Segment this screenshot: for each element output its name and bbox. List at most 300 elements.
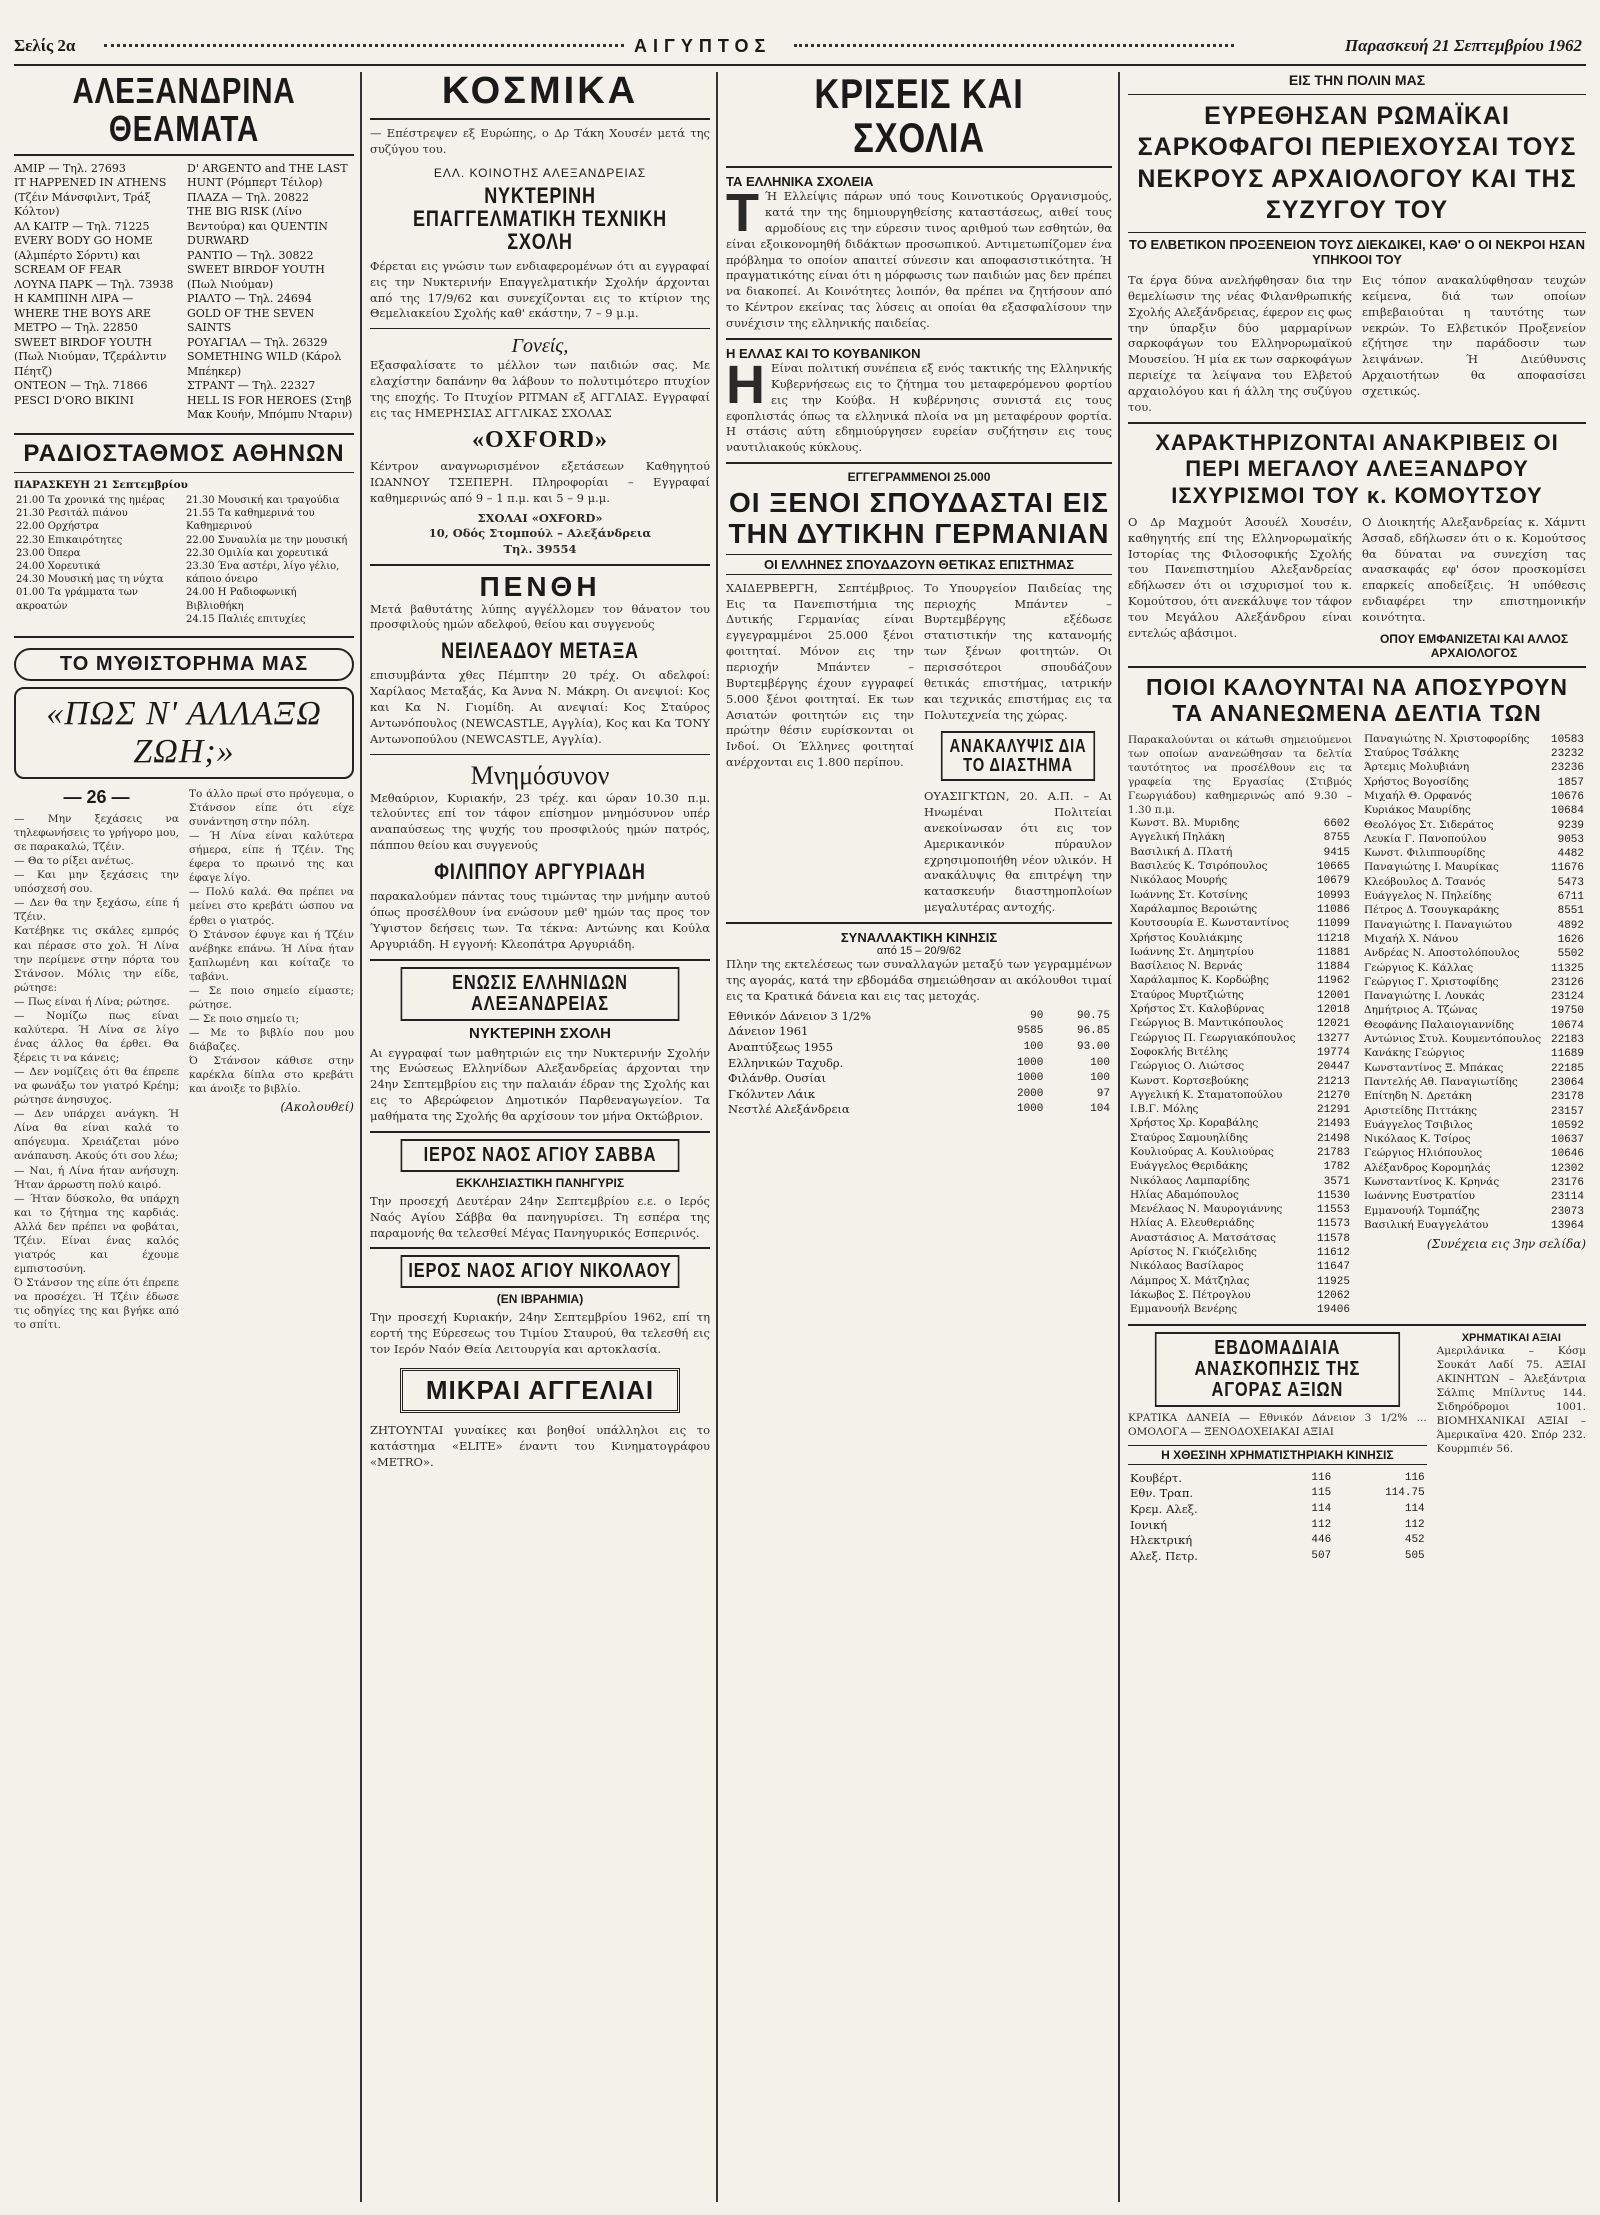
- table-number-cell: 116: [1311, 1471, 1332, 1484]
- novel-continued: (Ακολουθεί): [280, 1100, 354, 1115]
- table-label-cell: Μιχαήλ Θ. Ορφανός: [1364, 789, 1472, 802]
- table-row: [1128, 889, 1352, 903]
- table-row: [1362, 1019, 1586, 1033]
- table-row: [1128, 1060, 1352, 1074]
- table-row: [1362, 1147, 1586, 1161]
- table-label-cell: Μιχαήλ Χ. Νάνου: [1364, 932, 1459, 945]
- column-city: [1128, 72, 1586, 2202]
- table-number-cell: 11530: [1316, 1189, 1350, 1202]
- column-rule: [1118, 72, 1120, 2202]
- alexander-text-2: Ο Διοικητής Αλεξανδρείας κ. Χάμντι Άσσαδ, εδήλωσεν ότι ο κ. Κομούτσος θα δύναται να συνεχίση τας ανασκαφάς εφ' όσον προσκομίσει επαρκείς αποδείξεις. Ή υπόθεσις ενδιαφέρει την επιστημονικήν κοινότητα.: [1362, 514, 1586, 625]
- weekly-review-text: ΚΡΑΤΙΚΑ ΔΑΝΕΙΑ — Εθνικόν Δάνειον 3 1/2% ... ΟΜΟΛΟΓΑ — ΞΕΝΟΔΟΧΕΙΑΚΑΙ ΑΞΙΑΙ: [1128, 1411, 1427, 1438]
- table-label-cell: Νικόλαος Κ. Τσίρος: [1364, 1133, 1471, 1146]
- table-label-cell: Ιωάννης Στ. Δημητρίου: [1130, 945, 1254, 958]
- table-number-cell: 5473: [1557, 876, 1584, 889]
- table-row: [1128, 1175, 1352, 1189]
- id-cards-text: Παρακαλούνται οι κάτωθι σημειούμενοι των οποίων ανανεώθησαν τα δελτία ταυτότητος να προσέλθουν εις τα γραφεία της Εργασίας (Στιβμός Γεωργιάδου) καθημερινώς από 9.30 – 1.30 π.μ.: [1128, 733, 1352, 817]
- table-number-cell: 10665: [1316, 861, 1350, 874]
- market-text: Πλην της εκτελέσεως των συναλλαγών μεταξύ των γεγραμμένων της αγοράς, κατά την εβδομάδα σημειώθησαν αι ακόλουθοι τιμαί εις τα Κρατικά δάνεια και εις τας μετοχάς.: [726, 957, 1112, 1003]
- table-number-cell: 10684: [1550, 805, 1584, 818]
- students-text-2: Το Υπουργείον Παιδείας της περιοχής Μπάντεν – Βυρτεμβέργης εξέδωσε στατιστικήν της κατανομής των ξένων φοιτητών. Οι περισσότεροι σπουδάζουν θετικάς επιστήμας, ιατρικήν και τεχνικάς επιστήμας εις τα Πολυτεχνεία της χώρας.: [924, 580, 1112, 722]
- table-label-cell: Εμμανουήλ Τομπάζης: [1364, 1204, 1480, 1217]
- market-table: [726, 1009, 1112, 1118]
- table-number-cell: 19774: [1316, 1046, 1350, 1059]
- table-row: [1362, 790, 1586, 804]
- table-label-cell: Δημήτριος Α. Τζώνας: [1364, 1004, 1478, 1017]
- table-row: [1362, 1090, 1586, 1104]
- column-rule: [716, 72, 718, 2202]
- table-row: [726, 1071, 1112, 1087]
- table-label-cell: Γεώργιος Π. Γεωργιακόπουλος: [1130, 1031, 1296, 1044]
- table-label-cell: Κουβέρτ.: [1130, 1470, 1182, 1485]
- table-number-cell: 21291: [1316, 1104, 1350, 1117]
- table-row: [1128, 1089, 1352, 1103]
- table-number-cell: 1000: [1016, 1103, 1044, 1116]
- table-row: [726, 1056, 1112, 1072]
- table-label-cell: Δάνειον 1961: [728, 1024, 809, 1039]
- table-row: [1128, 974, 1352, 988]
- table-label-cell: Ελληνικών Ταχυδρ.: [728, 1055, 844, 1070]
- table-number-cell: 4482: [1557, 848, 1584, 861]
- table-label-cell: Παντελής Αθ. Παναγιωτίδης: [1364, 1075, 1518, 1088]
- table-row: [1128, 1032, 1352, 1046]
- table-label-cell: Εθν. Τραπ.: [1130, 1486, 1194, 1501]
- radio-program: 01.00 Τα γράμματα των ακροατών: [16, 587, 138, 612]
- church-2-text: Την προσεχή Κυριακήν, 24ην Σεπτεμβρίου 1962, επί τη εορτή της Εύρεσεως του Τιμίου Σταυρού, θα τελεσθή εις τον Ιερόν Ναόν Θεία Λειτουργία και αρτοκλασία.: [370, 1310, 710, 1357]
- table-number-cell: 23236: [1550, 762, 1584, 775]
- table-label-cell: Μενέλαος Ν. Μαυρογιάννης: [1130, 1203, 1283, 1216]
- table-row: [1362, 776, 1586, 790]
- table-number-cell: 114: [1311, 1502, 1332, 1515]
- table-row: [1362, 904, 1586, 918]
- table-row: [726, 1040, 1112, 1056]
- table-number-cell: 100: [1023, 1040, 1044, 1053]
- table-number-cell: 10637: [1550, 1134, 1584, 1147]
- church-1-text: Την προσεχή Δευτέραν 24ην Σεπτεμβρίου ε.ε. ο Ιερός Ναός Αγίου Σάββα θα πανηγυρίσει. Τη εσπέρα της παραμονής θα τελεσθεί Μέγας Πανηγυρικός Εσπερινός.: [370, 1193, 710, 1240]
- table-row: [726, 1102, 1112, 1118]
- schools-text: Ή Ελλείψις πάρων υπό τους Κοινοτικούς Οργανισμούς, κατά την της δημιουργηθείσης καταστάσεως, αιθεί τους αρμοδίους εις την εύρεσιν τινος αριθμού των εσθητών, θα είναι εξοικονομηθή διδάκτων προσωπικού. Αντιμετωπίζομεν ένα πρόβλημα το οποίον απαιτεί σύνεσιν και αποφασιστικότητα. Ή πραγματικότης είναι ότι η μόρφωσις των παιδιών μας δεν πρέπει να διακοπεί. Αι Κοινότητες λοιπόν, θα πρέπει να ζητήσουν από το Κέντρον εκείνας τας λύσεις αι οποίαι θα εξασφαλίσουν την συνέχισιν της ελληνικής παιδείας.: [726, 189, 1112, 331]
- cinema-listing: SWEET BIRDOF YOUTH (Πωλ Νιούμαν): [187, 263, 325, 291]
- weekly-review-title: ΕΒΔΟΜΑΔΙΑΙΑ ΑΝΑΣΚΟΠΗΣΙΣ ΤΗΣ ΑΓΟΡΑΣ ΑΞΙΩΝ: [1155, 1332, 1400, 1407]
- table-row: [1362, 804, 1586, 818]
- masthead-dots-left: [104, 44, 624, 48]
- table-number-cell: 19750: [1550, 1005, 1584, 1018]
- table-number-cell: 1626: [1557, 933, 1584, 946]
- table-number-cell: 12001: [1316, 989, 1350, 1002]
- mourning-text: Μετά βαθυτάτης λύπης αγγέλλομεν τον θάνατον του προσφιλούς ημών αδελφού, θείου και συγγενούς: [370, 601, 710, 632]
- table-row: [1128, 1533, 1427, 1549]
- table-label-cell: Γεώργιος Κ. Κάλλας: [1364, 961, 1474, 974]
- cinema-listing: ΡΙΑΛΤΟ — Τηλ. 24694: [187, 292, 312, 306]
- table-label-cell: Κωνσταντίνος Ξ. Μπάκας: [1364, 1061, 1504, 1074]
- table-label-cell: Κωνστ. Κορτσεβούκης: [1130, 1074, 1249, 1087]
- alexander-headline: ΧΑΡΑΚΤΗΡΙΖΟΝΤΑΙ ΑΝΑΚΡΙΒΕΙΣ ΟΙ ΠΕΡΙ ΜΕΓΑΛΟΥ ΑΛΕΞΑΝΔΡΟΥ ΙΣΧΥΡΙΣΜΟΙ ΤΟΥ κ. ΚΟΜΟΥΤΣΟΥ: [1155, 429, 1559, 508]
- table-row: [1128, 1549, 1427, 1565]
- radio-program: 23.30 Ένα αστέρι, λίγο γέλιο, κάποιο όνειρο: [186, 561, 340, 586]
- table-label-cell: Ηλίας Αδαμόπουλος: [1130, 1188, 1239, 1201]
- table-label-cell: Ηλίας Α. Ελευθεριάδης: [1130, 1217, 1255, 1230]
- table-label-cell: Γκόλντεν Λάικ: [728, 1086, 816, 1101]
- table-number-cell: 11676: [1550, 862, 1584, 875]
- cinema-listing: ΡΑΝΤΙΟ — Τηλ. 30822: [187, 248, 314, 262]
- table-row: [1362, 833, 1586, 847]
- cinema-listing: EVERY BODY GO HOME (Αλμπέρτο Σόρντι) και SCREAM OF FEAR: [14, 234, 153, 277]
- radio-list-right: [184, 494, 354, 626]
- table-number-cell: 1000: [1016, 1072, 1044, 1085]
- city-kicker: ΕΙΣ ΤΗΝ ΠΟΛΙΝ ΜΑΣ: [1288, 72, 1426, 88]
- table-number-cell: 11925: [1316, 1275, 1350, 1288]
- table-number-cell: 12018: [1316, 1004, 1350, 1017]
- church-2-subtitle: (ΕΝ ΙΒΡΑΗΜΙΑ): [496, 1292, 584, 1307]
- names-continued: (Συνέχεια εις 3ην σελίδα): [1426, 1237, 1586, 1252]
- radio-program: 22.00 Ορχήστρα: [16, 521, 99, 533]
- table-label-cell: Πέτρος Δ. Τσουγκαράκης: [1364, 904, 1500, 917]
- exchange-table: [1128, 1471, 1427, 1565]
- radio-program: 24.15 Παλιές επιτυχίες: [186, 613, 306, 625]
- alexander-text-1: Ο Δρ Μαχμούτ Άσουέλ Χουσέιν, καθηγητής επί της Ελληνορωμαϊκής Ιστορίας της Φιλοσοφικής Σχολής του Πανεπιστημίου Αλεξανδρείας εδήλωσεν ότι οι ισχυρισμοί του κ. Κομούτσου, ότι ανεκάλυψε τον τάφον του Μεγάλου Αλεξάνδρου είναι εντελώς αβάσιμοι.: [1128, 514, 1352, 640]
- schools-headline: ΤΑ ΕΛΛΗΝΙΚΑ ΣΧΟΛΕΙΑ: [726, 174, 874, 190]
- table-label-cell: Αρίστος Ν. Γκιόζελιδης: [1130, 1246, 1257, 1259]
- table-row: [1128, 960, 1352, 974]
- table-number-cell: 1782: [1323, 1161, 1350, 1174]
- classifieds-title: ΜΙΚΡΑΙ ΑΓΓΕΛΙΑΙ: [400, 1368, 680, 1413]
- table-label-cell: Εθνικόν Δάνειον 3 1/2%: [728, 1008, 872, 1023]
- table-number-cell: 13964: [1550, 1219, 1584, 1232]
- table-label-cell: Αναστάσιος Α. Ματσάτσας: [1130, 1231, 1277, 1244]
- table-row: [1128, 1518, 1427, 1534]
- novel-kicker: ΤΟ ΜΥΘΙΣΤΟΡΗΜΑ ΜΑΣ: [14, 648, 354, 681]
- table-row: [1362, 1004, 1586, 1018]
- exchange-subtitle: Η ΧΘΕΣΙΝΗ ΧΡΗΜΑΤΙΣΤΗΡΙΑΚΗ ΚΙΝΗΣΙΣ: [1128, 1445, 1427, 1465]
- table-number-cell: 114.75: [1385, 1487, 1425, 1500]
- table-number-cell: 23157: [1550, 1105, 1584, 1118]
- church-1-subtitle: ΕΚΚΛΗΣΙΑΣΤΙΚΗ ΠΑΝΗΓΥΡΙΣ: [455, 1175, 625, 1190]
- table-number-cell: 8755: [1323, 832, 1350, 845]
- table-number-cell: 11884: [1316, 961, 1350, 974]
- table-label-cell: Νικόλαος Βασίλαρος: [1130, 1260, 1244, 1273]
- table-row: [1128, 1203, 1352, 1217]
- table-row: [1362, 733, 1586, 747]
- sarcophagi-headline: ΕΥΡΕΘΗΣΑΝ ΡΩΜΑΪΚΑΙ ΣΑΡΚΟΦΑΓΟΙ ΠΕΡΙΕΧΟΥΣΑΙ ΤΟΥΣ ΝΕΚΡΟΥΣ ΑΡΧΑΙΟΛΟΓΟΥ ΚΑΙ ΤΗΣ ΣΥΖΥΓΟΥ ΤΟΥ: [1137, 102, 1577, 224]
- table-row: [1362, 919, 1586, 933]
- table-number-cell: 11612: [1316, 1247, 1350, 1260]
- table-label-cell: Ι.Β.Γ. Μόλης: [1130, 1103, 1199, 1116]
- table-row: [1362, 947, 1586, 961]
- table-number-cell: 90: [1030, 1009, 1044, 1022]
- table-label-cell: Νικόλαος Λαμπαρίδης: [1130, 1174, 1250, 1187]
- cinema-listings: [14, 162, 354, 423]
- cuba-text: Είναι πολιτική συνέπεια εξ ενός τακτικής της Ελληνικής Κυβερνήσεως εις το ζήτημα του μεταφερόμενου φορτίου εις την Κούβα. Η κυβέρνησις συνιστά εις τους εφοπλιστάς όπως τα ελληνικά πλοία να μη μεταφέρουν φορτία. Η στάσις αύτη εδημιούργησεν ευρείαν συζήτησιν εις τους ναυτιλιακούς κύκλους.: [726, 360, 1112, 455]
- mourning-title: ΠΕΝΘΗ: [479, 571, 601, 603]
- table-label-cell: Χρήστος Χρ. Κοραβάλης: [1130, 1117, 1259, 1130]
- radio-schedule: [14, 494, 354, 626]
- table-label-cell: Κυριάκος Μαυρίδης: [1364, 804, 1471, 817]
- table-row: [1128, 1117, 1352, 1131]
- table-label-cell: Κρεμ. Αλεξ.: [1130, 1501, 1198, 1516]
- table-label-cell: Χαράλαμπος Κ. Κορδώβης: [1130, 974, 1269, 987]
- oxford-address: ΣΧΟΛΑΙ «OXFORD» 10, Οδός Στομπούλ – Αλεξάνδρεια Τηλ. 39554: [428, 510, 652, 557]
- table-number-cell: 97: [1096, 1087, 1110, 1100]
- masthead: [14, 8, 1586, 66]
- novel-text-part-2: Το άλλο πρωί στο πρόγευμα, ο Στάνσον είπε ότι είχε συνάντηση στην πόλη. — Ή Λίνα είναι καλύτερα σήμερα, είπε ή Τζέιν. Της έφερα το πρωινό της και έφαγε λίγο. — Πολύ καλά. Θα πρέπει να μείνει στο κρεβάτι ώσπου να έρθει ο γιατρός. Ό Στάνσον έφυγε και ή Τζέιν ανέβηκε επάνω. Ή Λίνα ήταν ξαπλωμένη και κοίταζε το ταβάνι. — Σε ποιο σημείο είμαστε; ρώτησε. — Σε ποιο σημείο τι; — Με το βιβλίο που μου διάβαζες. Ό Στάνσον κάθισε στην καρέκλα δίπλα στο κρεβάτι και άνοιξε το βιβλίο.: [189, 787, 354, 1096]
- radio-program: 21.30 Μουσική και τραγούδια: [186, 495, 340, 507]
- table-label-cell: Αλεξ. Πετρ.: [1130, 1548, 1198, 1563]
- table-number-cell: 11573: [1316, 1218, 1350, 1231]
- cinema-listing: SWEET BIRDOF YOUTH (Πωλ Νιούμαν, Τζεράλντιν Πέητζ): [14, 335, 167, 378]
- table-label-cell: Χαράλαμπος Βεροιώτης: [1130, 902, 1258, 915]
- table-row: [1362, 1062, 1586, 1076]
- table-number-cell: 23124: [1550, 991, 1584, 1004]
- table-row: [1128, 1275, 1352, 1289]
- table-row: [1362, 933, 1586, 947]
- oxford-brand: «OXFORD»: [472, 426, 608, 453]
- table-number-cell: 13277: [1316, 1032, 1350, 1045]
- cinema-list-left: [14, 162, 181, 423]
- memorial-title: Μνημόσυνον: [470, 760, 610, 790]
- table-label-cell: Ευάγγελος Θεριδάκης: [1130, 1160, 1248, 1173]
- union-title: ΕΝΩΣΙΣ ΕΛΛΗΝΙΔΩΝ ΑΛΕΞΑΝΔΡΕΙΑΣ: [401, 967, 680, 1021]
- table-label-cell: Βασιλεύς Κ. Τσιρόπουλος: [1130, 860, 1268, 873]
- table-label-cell: Παναγιώτης Ι. Λουκάς: [1364, 990, 1485, 1003]
- radio-section-title: ΡΑΔΙΟΣΤΑΘΜΟΣ ΑΘΗΝΩΝ: [23, 439, 345, 467]
- table-row: [1128, 1502, 1427, 1518]
- cuba-headline: Η ΕΛΛΑΣ ΚΑΙ ΤΟ ΚΟΥΒΑΝΙΚΟΝ: [726, 345, 921, 361]
- sarcophagi-text-2: Εις τόπον ανακαλύφθησαν τευχών κείμενα, διά των οποίων επιβεβαιούται η ταυτότης των νεκρών. Το Ελβετικόν Προξενείον εζήτησε την παράδοσιν των λειψάνων. Ή Διεύθυνσις Αρχαιοτήτων θα αποφασίσει σχετικώς.: [1362, 273, 1586, 399]
- radio-program: 22.30 Ομιλία και χορευτικά: [186, 547, 329, 559]
- cinema-listing: SOMETHING WILD (Κάρολ Μπέηκερ): [187, 350, 342, 378]
- table-row: [1128, 874, 1352, 888]
- radio-program: 23.00 Όπερα: [16, 547, 81, 559]
- oxford-ad-text: Εξασφαλίσατε το μέλλον των παιδιών σας. Με ελαχίστην δαπάνην θα λάβουν το πολυτιμότερο πτυχίον της εποχής. Το Πτυχίον PITMAN εξ ΑΓΓΛΙΑΣ. Εγγραφαί εις τας ΗΜΕΡΗΣΙΑΣ ΑΓΓΛΙΚΑΣ ΣΧΟΛΑΣ: [370, 358, 710, 420]
- students-text-1: ΧΑΙΔΕΡΒΕΡΓΗ, Σεπτέμβριος. Εις τα Πανεπιστήμια της Δυτικής Γερμανίας είναι εγγεγραμμένοι 25.000 ξένοι φοιτηταί. Μόνον εις την περιοχήν Μπάντεν – Βυρτεμβέργης έχουν εγγραφεί 5.000 ξένοι φοιτηταί. Εκ των Ασιατών φοιτητών εις την πρώτην θέσιν ευρίσκονται οι Ινδοί. Οι Έλληνες φοιτηταί ανέρχονται εις 1.800 περίπου.: [726, 580, 914, 770]
- table-row: [1128, 1246, 1352, 1260]
- table-number-cell: 11647: [1316, 1261, 1350, 1274]
- table-number-cell: 116: [1404, 1471, 1425, 1484]
- archaeologist-kicker: ΟΠΟΥ ΕΜΦΑΝΙΖΕΤΑΙ ΚΑΙ ΑΛΛΟΣ ΑΡΧΑΙΟΛΟΓΟΣ: [1379, 631, 1569, 660]
- table-number-cell: 100: [1090, 1056, 1110, 1069]
- table-number-cell: 12021: [1316, 1018, 1350, 1031]
- names-table-left: [1128, 817, 1352, 1317]
- table-number-cell: 8551: [1557, 905, 1584, 918]
- column-rule: [360, 72, 362, 2202]
- table-number-cell: 115: [1311, 1487, 1332, 1500]
- radio-program: 24.30 Μουσική μας τη νύχτα: [16, 574, 164, 586]
- table-label-cell: Βασιλική Ευαγγελάτου: [1364, 1218, 1489, 1231]
- table-row: [1128, 903, 1352, 917]
- cinema-listing: THE BIG RISK (Λίνο Βεντούρα) και QUENTIN DURWARD: [187, 205, 328, 248]
- novel-text-part-1: — Μην ξεχάσεις να τηλεφωνήσεις το γρήγορο μου, σε παρακαλώ, Τζέιν. — Θα το ρίξει ανέτως. — Και μην ξεχάσεις την υπόσχεσή σου. — Δεν θα την ξεχάσω, είπε ή Τζέιν. Κατέβηκε τις σκάλες εμπρός και πέρασε στο χολ. Ή Λίνα την περίμενε στην πόρτα του Στάνσον. Μόλις την είδε, ρώτησε: — Πως είναι ή Λίνα; ρώτησε. — Νομίζω πως είναι καλύτερα. Ή Λίνα σε λίγο ένας άλλος θα έρθει. Θα ξέρεις τι να κάνεις; — Δεν νομίζεις ότι θα έπρεπε να φωνάξω τον γιατρό Κρέημ; ρώτησε άνησυχος. — Δεν υπάρχει ανάγκη. Ή Λίνα θα είναι καλά το απόγευμα. Χρειάζεται μόνο ανάπαυση. Ακούς ότι σου λέω; — Ναι, ή Λίνα ήταν ανήσυχη. Ήταν άρρωστη πολύ καιρό. — Ήταν δύσκολο, θα υπάρχη και το ζήτημα της καρδιάς. Αλλά δεν πρέπει να φοβάται, Τζέιν. Είναι ένας καλός γιατρός και έχουμε εμπιστοσύνη. Ό Στάνσον της είπε ότι έπρεπε να προσέχει. Ή Τζέιν έδωσε τις οδηγίες της και βγήκε από το σπίτι.: [14, 812, 179, 1332]
- table-row: [1128, 1017, 1352, 1031]
- table-label-cell: Θεολόγος Στ. Σιδεράτος: [1364, 818, 1494, 831]
- table-number-cell: 114: [1404, 1502, 1425, 1515]
- cinema-listing: ΟΝΤΕΟΝ — Τηλ. 71866: [14, 379, 148, 393]
- radio-program: 21.55 Τα καθημερινά του Καθημερινού: [186, 508, 315, 533]
- table-row: [1128, 1289, 1352, 1303]
- table-label-cell: Γεώργιος Ηλιόπουλος: [1364, 1147, 1483, 1160]
- table-number-cell: 11086: [1316, 903, 1350, 916]
- table-number-cell: 9053: [1557, 833, 1584, 846]
- church-2-title: ΙΕΡΟΣ ΝΑΟΣ ΑΓΙΟΥ ΝΙΚΟΛΑΟΥ: [401, 1255, 680, 1288]
- table-row: [1128, 1046, 1352, 1060]
- cinema-listing: ΠΛΑΖΑ — Τηλ. 20822: [187, 190, 309, 204]
- table-row: [1362, 1047, 1586, 1061]
- table-row: [1128, 1146, 1352, 1160]
- union-subtitle: ΝΥΚΤΕΡΙΝΗ ΣΧΟΛΗ: [469, 1024, 611, 1042]
- table-label-cell: Χρήστος Κουλιάκμης: [1130, 931, 1243, 944]
- table-row: [1362, 819, 1586, 833]
- table-label-cell: Ηλεκτρική: [1130, 1533, 1193, 1548]
- table-number-cell: 2000: [1016, 1087, 1044, 1100]
- radio-list-left: [14, 494, 184, 626]
- commentary-section-title: ΚΡΙΣΕΙΣ ΚΑΙ ΣΧΟΛΙΑ: [814, 72, 1024, 162]
- cinema-listing: Η ΚΑΜΠΙΝΗ ΛΙΡΑ — WHERE THE BOYS ARE: [14, 292, 152, 320]
- table-row: [1128, 946, 1352, 960]
- oxford-ad-details: Κέντρον αναγνωρισμένον εξετάσεων Καθηγητού ΙΩΑΝΝΟΥ ΤΣΕΠΕΡΗ. Πληροφορίαι – Εγγραφαί καθημερινώς από 9 – 1 π.μ. και 5 – 9 μ.μ.: [370, 458, 710, 505]
- table-number-cell: 21493: [1316, 1118, 1350, 1131]
- cinema-listing: ΜΕΤΡΟ — Τηλ. 22850: [14, 321, 138, 335]
- radio-program: 22.30 Επικαιρότητες: [16, 534, 123, 546]
- table-row: [1362, 1219, 1586, 1233]
- table-number-cell: 10646: [1550, 1148, 1584, 1161]
- table-row: [1362, 747, 1586, 761]
- table-number-cell: 23114: [1550, 1191, 1584, 1204]
- column-society: [370, 72, 710, 2202]
- table-label-cell: Χρήστος Στ. Καλοβύρνας: [1130, 1003, 1265, 1016]
- table-row: [1128, 1003, 1352, 1017]
- table-row: [1362, 861, 1586, 875]
- table-label-cell: Αλέξανδρος Κορομηλάς: [1364, 1161, 1491, 1174]
- table-number-cell: 23064: [1550, 1076, 1584, 1089]
- table-number-cell: 452: [1404, 1534, 1425, 1547]
- table-row: [1128, 1303, 1352, 1317]
- table-row: [1362, 1190, 1586, 1204]
- novel-episode-number: — 26 —: [63, 786, 130, 807]
- deceased-name-1: ΝΕΙΛΕΑΔΟΥ ΜΕΤΑΞΑ: [441, 638, 639, 664]
- table-row: [1128, 989, 1352, 1003]
- night-school-headline: ΝΥΚΤΕΡΙΝΗ ΕΠΑΓΓΕΛΜΑΤΙΚΗ ΤΕΧΝΙΚΗ ΣΧΟΛΗ: [413, 182, 667, 254]
- table-label-cell: Ιάκωβος Σ. Πέτρογλου: [1130, 1288, 1251, 1301]
- table-label-cell: Γεώργιος Γ. Χριστοφίδης: [1364, 975, 1499, 988]
- table-row: [1362, 962, 1586, 976]
- table-number-cell: 22183: [1550, 1034, 1584, 1047]
- table-row: [1128, 817, 1352, 831]
- table-number-cell: 6711: [1557, 891, 1584, 904]
- table-number-cell: 4892: [1557, 919, 1584, 932]
- table-row: [1362, 1076, 1586, 1090]
- table-label-cell: Νικόλαος Μουρής: [1130, 874, 1228, 887]
- table-row: [1128, 1132, 1352, 1146]
- table-label-cell: Αγγελική Πηλάκη: [1130, 831, 1225, 844]
- radio-program: 22.00 Συναυλία με την μουσική: [186, 534, 348, 546]
- table-label-cell: Άρτεμις Μολυβιάνη: [1364, 761, 1470, 774]
- radio-program: 24.00 Η Ραδιοφωνική Βιβλιοθήκη: [186, 587, 297, 612]
- table-number-cell: 9239: [1557, 819, 1584, 832]
- table-row: [1128, 1486, 1427, 1502]
- table-label-cell: Κουλιούρας Α. Κουλιούρας: [1130, 1146, 1274, 1158]
- table-number-cell: 112: [1404, 1518, 1425, 1531]
- table-number-cell: 12062: [1316, 1289, 1350, 1302]
- table-label-cell: Ιωάννης Ευστρατίου: [1364, 1190, 1475, 1203]
- table-number-cell: 10679: [1316, 875, 1350, 888]
- students-kicker: ΕΓΓΕΓΡΑΜΜΕΝΟΙ 25.000: [847, 470, 991, 485]
- table-number-cell: 93.00: [1076, 1040, 1110, 1053]
- cotton-title: ΧΡΗΜΑΤΙΚΑΙ ΑΞΙΑΙ: [1461, 1331, 1561, 1344]
- table-row: [1128, 1189, 1352, 1203]
- table-label-cell: Γεώργιος Ο. Λιώτσος: [1130, 1060, 1245, 1073]
- table-label-cell: Βασιλική Δ. Πλατή: [1130, 845, 1233, 858]
- page-number: Σελίς 2α: [14, 36, 76, 55]
- table-label-cell: Λευκία Γ. Πανοπούλου: [1364, 832, 1487, 845]
- table-label-cell: Θεοφάνης Παλαιογιαννίδης: [1364, 1018, 1514, 1031]
- table-label-cell: Κανάκης Γεώργιος: [1364, 1047, 1465, 1060]
- table-row: [1362, 761, 1586, 775]
- table-number-cell: 10993: [1316, 889, 1350, 902]
- table-row: [1362, 1105, 1586, 1119]
- table-number-cell: 11218: [1316, 932, 1350, 945]
- column-entertainment: [14, 72, 354, 2202]
- table-row: [1362, 1133, 1586, 1147]
- space-headline: ΑΝΑΚΑΛΥΨΙΣ ΔΙΑ ΤΟ ΔΙΑΣΤΗΜΑ: [941, 731, 1095, 781]
- table-label-cell: Αναπτύξεως 1955: [728, 1039, 834, 1054]
- table-label-cell: Παναγιώτης Ν. Χριστοφορίδης: [1364, 732, 1530, 745]
- table-number-cell: 21498: [1316, 1132, 1350, 1145]
- table-label-cell: Ευάγγελος Ν. Πηλείδης: [1364, 890, 1492, 903]
- sarcophagi-text-1: Τα έργα δύνα ανελήφθησαν δια την θεμελίωσιν της νέας Φιλανθρωπικής Σχολής Αλεξάνδρειας, έφερον εις φως την ύπαρξιν δύο μαρμαρίνων σαρκοφάγων του Ελληνορωμαϊκού Μουσείου. Ή μία εκ των σαρκοφάγων περιείχε τα λείψανα του Ελβετού αρχαιολόγου και ή άλλη της συζύγου του.: [1128, 273, 1352, 414]
- table-label-cell: Ανδρέας Ν. Αποστολόπουλος: [1364, 947, 1520, 960]
- table-number-cell: 11099: [1316, 918, 1350, 931]
- table-row: [1128, 1260, 1352, 1274]
- table-number-cell: 507: [1311, 1549, 1332, 1562]
- table-number-cell: 10674: [1550, 1019, 1584, 1032]
- table-number-cell: 11578: [1316, 1232, 1350, 1245]
- table-number-cell: 5502: [1557, 948, 1584, 961]
- table-label-cell: Κωνστ. Βλ. Μυριδης: [1130, 817, 1240, 830]
- table-number-cell: 23232: [1550, 748, 1584, 761]
- table-row: [1362, 890, 1586, 904]
- table-label-cell: Σοφοκλής Βιτέλης: [1130, 1045, 1229, 1058]
- table-label-cell: Λάμπρος Χ. Μάτζηλας: [1130, 1274, 1250, 1287]
- students-subheadline: ΟΙ ΕΛΛΗΝΕΣ ΣΠΟΥΔΑΖΟΥΝ ΘΕΤΙΚΑΣ ΕΠΙΣΤΗΜΑΣ: [726, 554, 1112, 575]
- table-label-cell: Ιωάννης Στ. Κοτσίνης: [1130, 888, 1248, 901]
- deceased-notice-2: παρακαλούμεν πάντας τους τιμώντας την μνήμην αυτού όπως προσέλθουν ίνα ενώσουν μεθ' ημών τας προς τον Ύψιστον δεήσεις των. Τα τέκνα: Αντώνης και Κούλα Αργυριάδη. Η εγγονή: Κλεοπάτρα Αργυριάδη.: [370, 889, 710, 951]
- cinema-listing: ΑΛ ΚΑΙΤΡ — Τηλ. 71225: [14, 219, 150, 233]
- table-label-cell: Εμμανουήλ Βενέρης: [1130, 1303, 1238, 1316]
- table-label-cell: Επίτηδη Ν. Δρετάκη: [1364, 1090, 1472, 1103]
- table-number-cell: 23073: [1550, 1205, 1584, 1218]
- dropcap-t: Τ: [726, 183, 759, 244]
- table-row: [1128, 860, 1352, 874]
- cotton-text: Αμεριλάνικα – Κόσμ Σουκάτ Λαδί 75. ΑΞΙΑΙ ΑΚΙΝΗΤΩΝ – Άλεξάντρια Σάλπις Μπίλντυς 144. Σιδηρόδρομοι 1001. ΒΙΟΜΗΧΑΝΙΚΑΙ ΑΞΙΑΙ – Άμερικαϊνα 420. Σπόρ 232. Κουρμπιέν 56.: [1436, 1344, 1586, 1455]
- table-row: [1362, 876, 1586, 890]
- table-number-cell: 9415: [1323, 846, 1350, 859]
- table-label-cell: Ευάγγελος Τσιβιλος: [1364, 1118, 1473, 1131]
- space-text: ΟΥΑΣΙΓΚΤΩΝ, 20. Α.Π. – Αι Ηνωμέναι Πολιτείαι ανεκοίνωσαν ότι εις τον Αμερικανικόν πύραυλον εχρησιμοποιήθη νέον υλικόν. Η ανακάλυψις θα επιτρέψη την κατασκευήν διαστημοπλοίων μεγαλυτέρας αντοχής.: [924, 789, 1112, 915]
- table-number-cell: 11553: [1316, 1204, 1350, 1217]
- table-label-cell: Κωνσταντίνος Κ. Κρηνάς: [1364, 1176, 1500, 1188]
- table-label-cell: Σταύρος Μυρτζιώτης: [1130, 988, 1244, 1001]
- table-number-cell: 12302: [1550, 1162, 1584, 1175]
- table-number-cell: 10592: [1550, 1119, 1584, 1132]
- radio-program: 21.00 Τα χρονικά της ημέρας: [16, 495, 165, 507]
- table-number-cell: 9585: [1016, 1025, 1044, 1038]
- table-row: [1362, 1176, 1586, 1190]
- cinema-listing: ΡΟΥΑΓΙΑΛ — Τηλ. 26329: [187, 335, 328, 349]
- table-label-cell: Αντώνιος Στυλ. Κουμεντόπουλος: [1364, 1033, 1542, 1046]
- cinema-listing: ΣΤΡΑΝΤ — Τηλ. 22327: [187, 379, 316, 393]
- radio-date: ΠΑΡΑΣΚΕΥΗ 21 Σεπτεμβρίου: [14, 479, 188, 492]
- radio-program: 24.00 Χορευτικά: [16, 561, 101, 572]
- novel-title: «ΠΩΣ Ν' ΑΛΛΑΞΩ ΖΩΗ;»: [14, 687, 354, 779]
